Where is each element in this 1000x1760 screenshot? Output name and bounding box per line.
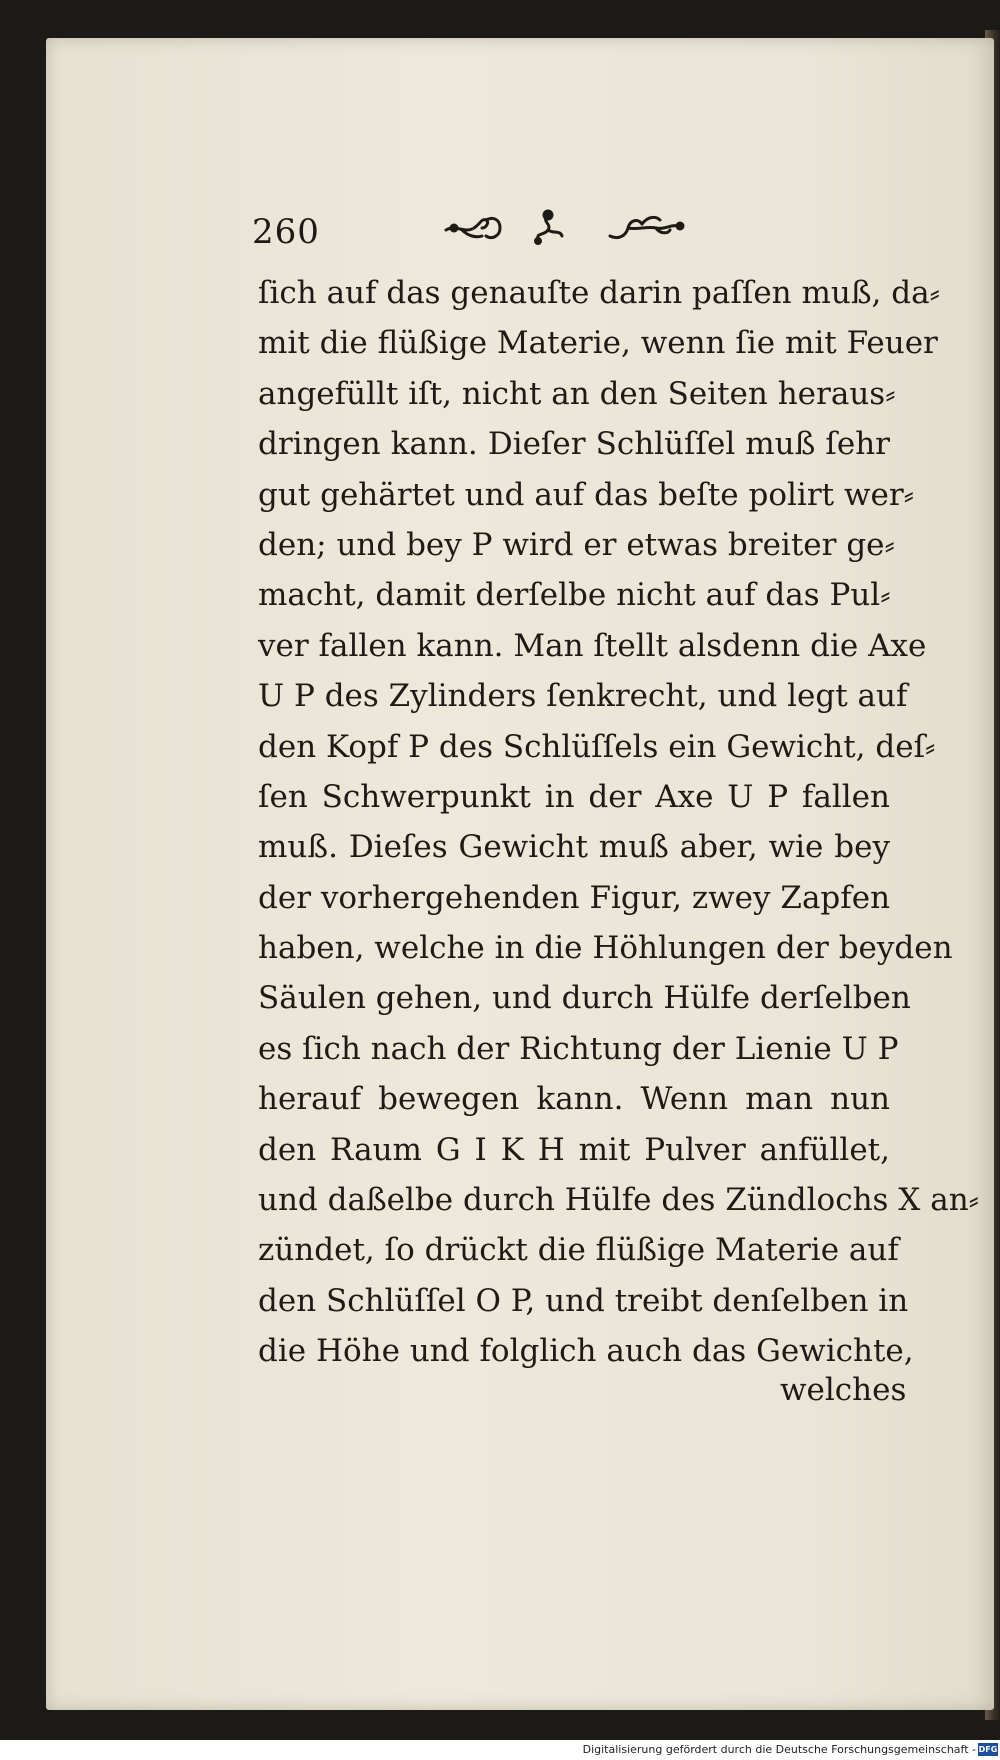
text-line: Säulen gehen, und durch Hülfe derſelben	[258, 980, 911, 1017]
text-line: muß. Dieſes Gewicht muß aber, wie bey	[258, 829, 890, 866]
text-line: ver fallen kann. Man ſtellt alsdenn die Axe	[258, 627, 927, 664]
text-line: angefüllt iſt, nicht an den Seiten heraus⸗	[258, 375, 896, 412]
catchword: welches	[780, 1372, 907, 1408]
dfg-logo-icon[interactable]: DFG	[978, 1745, 998, 1754]
digitization-footer	[0, 1740, 1000, 1760]
text-line: haben, welche in die Höhlungen der beyden	[258, 930, 953, 967]
text-line: macht, damit derſelbe nicht auf das Pul⸗	[258, 577, 891, 614]
text-line: es ſich nach der Richtung der Lienie U P	[258, 1030, 899, 1067]
body-text	[258, 268, 979, 1377]
text-line: dringen kann. Dieſer Schlüſſel muß ſehr	[258, 426, 890, 463]
funding-credit: Digitalisierung gefördert durch die Deutsche Forschungsgemeinschaft -	[582, 1743, 976, 1756]
text-line: zündet, ſo drückt die flüßige Materie auf	[258, 1232, 899, 1269]
text-line: U P des Zylinders ſenkrecht, und legt auf	[258, 678, 908, 715]
text-line: mit die flüßige Materie, wenn ſie mit Feuer	[258, 325, 938, 362]
text-line: die Höhe und folglich auch das Gewichte,	[258, 1333, 914, 1370]
text-line: der vorhergehenden Figur, zwey Zapfen	[258, 879, 891, 916]
text-line: herauf bewegen kann. Wenn man nun	[258, 1081, 890, 1118]
floral-fleuron-ornament-icon	[442, 206, 692, 252]
text-line: ſen Schwerpunkt in der Axe U P fallen	[258, 778, 890, 815]
text-line: ſich auf das genauſte darin paſſen muß, da⸗	[258, 275, 940, 311]
text-line: den Schlüſſel O P, und treibt denſelben in	[258, 1282, 909, 1319]
text-line: und daßelbe durch Hülfe des Zündlochs X an⸗	[258, 1182, 979, 1219]
page-number: 260	[252, 212, 320, 252]
text-line: den; und bey P wird er etwas breiter ge⸗	[258, 526, 895, 563]
text-line: den Kopf P des Schlüſſels ein Gewicht, deſ⸗	[258, 728, 936, 765]
text-line: den Raum G I K H mit Pulver anfüllet,	[258, 1131, 890, 1168]
text-line: gut gehärtet und auf das beſte polirt wer⸗	[258, 476, 914, 513]
